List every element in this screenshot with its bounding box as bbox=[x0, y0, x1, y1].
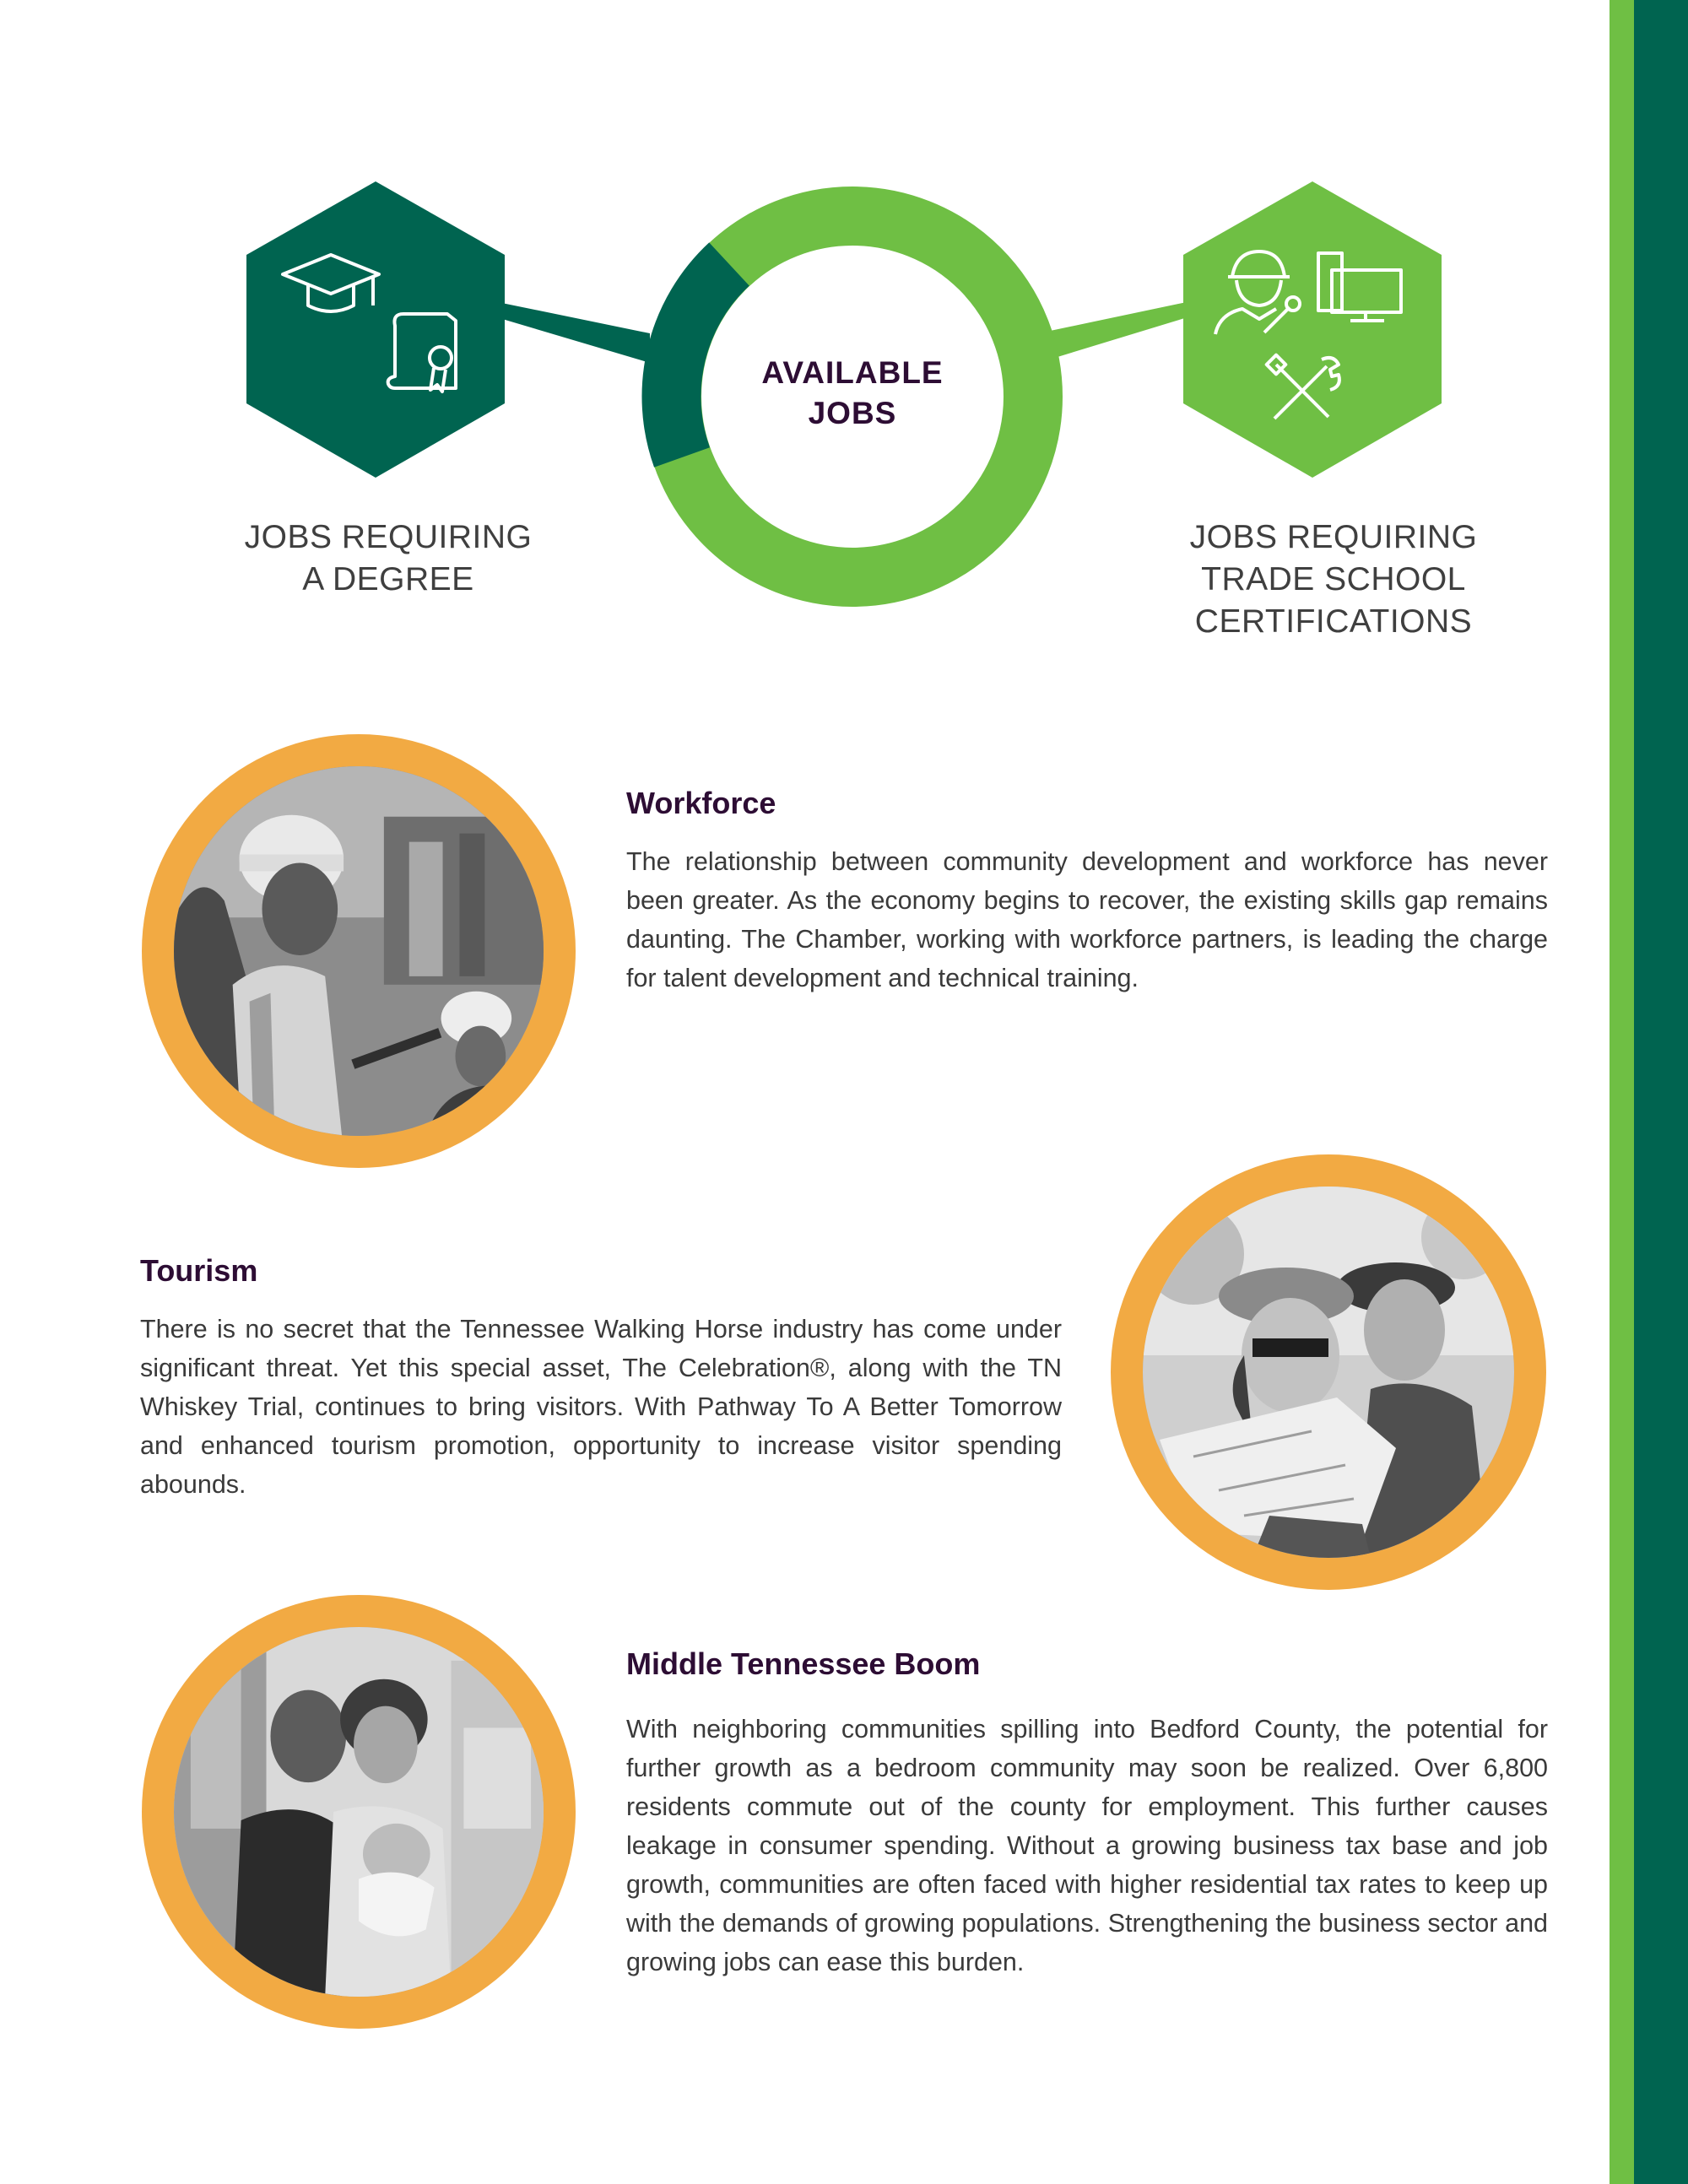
workforce-photo-frame bbox=[142, 734, 576, 1168]
left-connector bbox=[485, 300, 650, 363]
section-body-boom: With neighboring communities spilling into Bedford County, the potential for further growth as a bedroom community may soon be realized. Over 6,800 residents commute out of the county for employment. This further causes leakage in consumer spending. Without a growing business tax base and job growth, communities are often faced with higher residential tax rates to keep up with the demands of growing populations. Strengthening the business sector and growing jobs can ease this burden. bbox=[626, 1715, 1548, 1976]
section-title-tourism: Tourism bbox=[140, 1253, 258, 1288]
section-title-boom: Middle Tennessee Boom bbox=[626, 1646, 981, 1681]
family-with-baby-photo bbox=[174, 1627, 544, 1997]
tourism-photo-frame bbox=[1111, 1154, 1546, 1590]
section-title-workforce: Workforce bbox=[626, 786, 776, 820]
degree-jobs-label: JOBS REQUIRING A DEGREE bbox=[244, 519, 533, 597]
right-connector bbox=[1038, 300, 1198, 363]
ring-degree-segment bbox=[671, 264, 729, 457]
degree-hexagon bbox=[246, 181, 505, 478]
worker-in-hardhat-photo bbox=[174, 766, 544, 1136]
section-body-workforce: The relationship between community development and workforce has never been greater. As the economy begins to recover, the existing skills gap remains daunting. The Chamber, working with workforce partners, is leading the charge for talent development and technical training. bbox=[626, 847, 1548, 992]
right-accent-stripe-dark bbox=[1634, 0, 1688, 2184]
boom-photo-frame bbox=[142, 1595, 576, 2029]
available-jobs-title: AVAILABLE JOBS bbox=[761, 355, 944, 430]
section-body-tourism: There is no secret that the Tennessee Walking Horse industry has come under significant threat. Yet this special asset, The Celebration®, along with the TN Whiskey Trial, continues to bring visitors. With Pathway To A Better Tomorrow and enhanced tourism promotion, opportunity to increase visitor spending abounds. bbox=[140, 1315, 1062, 1499]
trade-hexagon bbox=[1183, 181, 1442, 478]
right-accent-stripe-light bbox=[1610, 0, 1634, 2184]
trade-jobs-label: JOBS REQUIRING TRADE SCHOOL CERTIFICATIONS bbox=[1189, 519, 1478, 640]
tourists-with-map-photo bbox=[1143, 1187, 1514, 1558]
